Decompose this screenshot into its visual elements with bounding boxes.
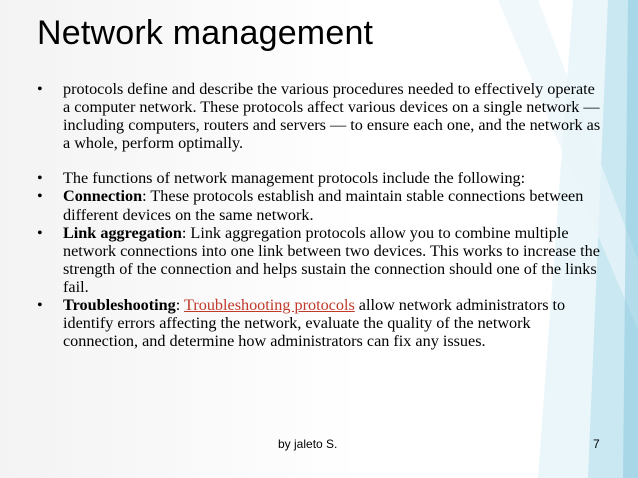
bullet-text: protocols define and describe the various procedures needed to effectively operate a computer network. These protocols affect various devices on a single network — including computers, routers and servers — to ensure each one, and the network as a whole, perform optimally. <box>63 80 601 153</box>
bullet-separator: : <box>175 296 185 315</box>
bullet-text: : Link aggregation protocols allow you to combine multiple network connections into one link between two devices. This works to increase the strength of the connection and helps sustain the connection should one of the links fail. <box>63 223 600 296</box>
page-number: 7 <box>593 437 600 451</box>
bullet-marker: • <box>37 80 43 98</box>
bullet-item <box>37 224 602 296</box>
bullet-text: allow network administrators to identify errors affecting the network, evaluate the quality of the network connection, and determine how administrators can fix any issues. <box>63 296 566 351</box>
bullet-text: : These protocols establish and maintain stable connections between different devices on the same network. <box>63 187 584 224</box>
bullet-marker: • <box>37 223 43 242</box>
footer-author: by jaleto S. <box>278 437 338 451</box>
slide-title: Network management <box>37 14 374 52</box>
bullet-item <box>37 169 602 187</box>
bullet-term: Troubleshooting <box>63 296 176 315</box>
troubleshooting-protocols-link[interactable]: Troubleshooting protocols <box>184 296 355 315</box>
bullet-item <box>37 80 602 152</box>
bullet-item <box>37 187 602 223</box>
bullet-item <box>37 296 602 350</box>
bullet-text: The functions of network management protocols include the following: <box>63 169 526 188</box>
bullet-marker: • <box>37 169 43 188</box>
bullet-marker: • <box>37 187 43 206</box>
bullet-marker: • <box>37 296 43 315</box>
bullet-term: Link aggregation <box>63 223 182 242</box>
slide-content <box>37 80 602 350</box>
bullet-term: Connection <box>63 187 143 206</box>
